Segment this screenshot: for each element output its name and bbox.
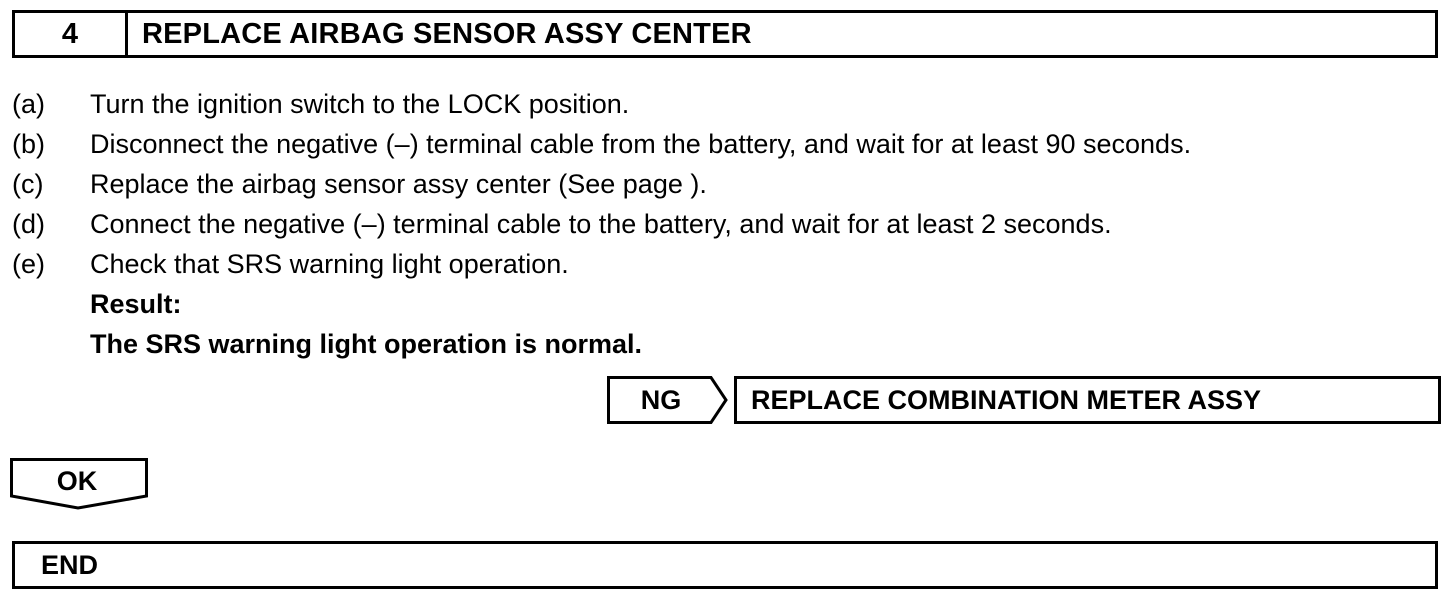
- instruction-item-b: [12, 124, 1432, 164]
- instruction-text: Disconnect the negative (–) terminal cable from the battery, and wait for at least 90 seconds.: [90, 128, 1192, 159]
- ok-label: OK: [56, 465, 98, 496]
- ok-branch-button[interactable]: [10, 458, 148, 510]
- instruction-label: (a): [12, 88, 45, 119]
- instruction-item-d: [12, 204, 1432, 244]
- instruction-text: Turn the ignition switch to the LOCK position.: [90, 88, 630, 119]
- instruction-label: (e): [12, 248, 45, 279]
- result-label: Result:: [90, 289, 182, 319]
- instruction-list: [12, 84, 1432, 364]
- instruction-text: Connect the negative (–) terminal cable to the battery, and wait for at least 2 seconds.: [90, 208, 1112, 239]
- ng-branch-button[interactable]: [607, 376, 729, 424]
- result-text: The SRS warning light operation is normal.: [90, 329, 643, 359]
- step-number: 4: [15, 13, 128, 55]
- result-block: [90, 284, 1432, 364]
- instruction-item-c: [12, 164, 1432, 204]
- step-header: [12, 10, 1438, 58]
- ng-action-box[interactable]: REPLACE COMBINATION METER ASSY: [734, 376, 1441, 424]
- instruction-label: (b): [12, 128, 45, 159]
- instruction-item-e: [12, 244, 1432, 284]
- ng-label: NG: [640, 384, 682, 415]
- instruction-item-a: [12, 84, 1432, 124]
- instruction-text: Check that SRS warning light operation.: [90, 248, 569, 279]
- end-box: END: [12, 541, 1438, 589]
- instruction-label: (d): [12, 208, 45, 239]
- instruction-text: Replace the airbag sensor assy center (See page ).: [90, 168, 707, 199]
- instruction-label: (c): [12, 168, 44, 199]
- step-title: REPLACE AIRBAG SENSOR ASSY CENTER: [142, 17, 752, 50]
